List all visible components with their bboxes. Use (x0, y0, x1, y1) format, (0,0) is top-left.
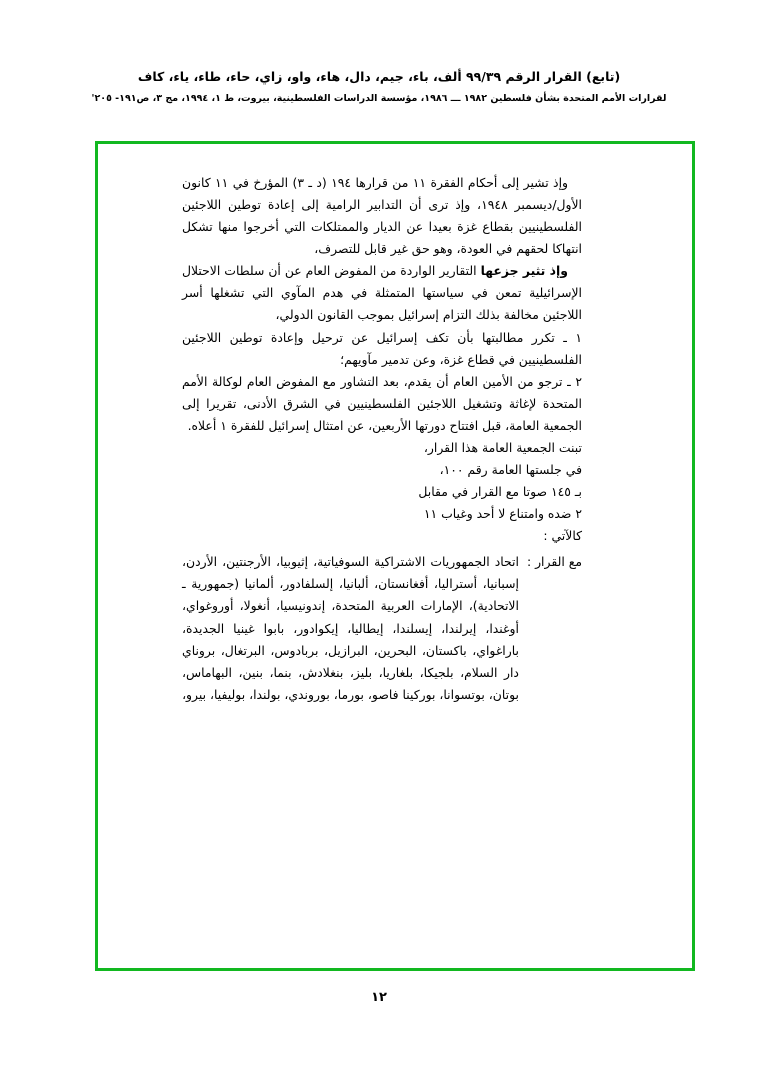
adoption-line-2: في جلستها العامة رقم ١٠٠، (439, 462, 582, 478)
green-border-frame (95, 141, 695, 971)
header-title: (تابع) القرار الرقم ٩٩/٣٩ ألف، باء، جيم، دال، هاء، واو، زاي، حاء، طاء، ياء، كاف (137, 69, 621, 84)
header-subtitle: لقرارات الأمم المتحدة بشأن فلسطين ١٩٨٢ ـــ ١٩٨٦، مؤسسة الدراسات الفلسطينية، بيروت، ط ١، ١٩٩٤، مج ٣، ص١٩١- ٢٠٥' (91, 92, 667, 104)
paragraph-lead-bold: وإذ تثير جزعها (480, 263, 568, 279)
page-number: ١٢ (371, 990, 387, 1005)
votes-in-favour-list: اتحاد الجمهوريات الاشتراكية السوفياتية، إثيوبيا، الأرجنتين، الأردن، إسبانيا، أستراليا، أفغانستان، ألبانيا، إلسلفادور، ألمانيا (جمهورية ـ الاتحادية)، الإمارات العربية المتحدة، إندونيسيا، أنغولا، أوروغواي، أوغندا، إيرلندا، إيسلندا، إيطاليا، إيكوادور، بابوا غينيا الجديدة، باراغواي، باكستان، البحرين، البرازيل، بربادوس، البرتغال، بروناي دار السلام، بلجيكا، بلغاريا، بليز، بنغلادش، بنما، بنين، البهاماس، بوتان، بوتسوانا، بوركينا فاصو، بورما، بوروندي، بولندا، بوليفيا، بيرو، (182, 554, 519, 702)
votes-in-favour-block (182, 551, 582, 706)
paragraph-recalling-resolution-194: وإذ تشير إلى أحكام الفقرة ١١ من قرارها ١٩٤ (د ـ ٣) المؤرخ في ١١ كانون الأول/ديسمبر ١٩٤٨، وإذ ترى أن التدابير الرامية إلى إعادة توطين اللاجئين الفلسطينيين بقطاع غزة بعيدا عن الديار والممتلكات التي أخرجوا منها تشكل انتهاكا لحقهم في العودة، وهو حق غير قابل للتصرف، (182, 175, 582, 257)
adoption-line-5: كالآتي : (543, 528, 582, 544)
operative-item-1: ١ ـ تكرر مطالبتها بأن تكف إسرائيل عن ترحيل وإعادة توطين اللاجئين الفلسطينيين في قطاع غزة، وعن تدمير مآويهم؛ (182, 329, 582, 367)
adoption-line-3: بـ ١٤٥ صوتا مع القرار في مقابل (418, 484, 582, 500)
page-header (0, 0, 758, 106)
adoption-block (182, 437, 582, 547)
paragraph-alarmed-reports (182, 260, 582, 326)
adoption-line-1: تبنت الجمعية العامة هذا القرار، (423, 439, 582, 455)
adoption-line-4: ٢ ضده وامتناع لا أحد وغياب ١١ (423, 506, 582, 522)
document-body (182, 172, 582, 706)
paragraph-rest: التقارير الواردة من المفوض العام عن أن سلطات الاحتلال الإسرائيلية تمعن في سياستها المتمثلة في هدم المآوي التي تشغلها أسر اللاجئين مخالفة بذلك التزام إسرائيل بموجب القانون الدولي، (182, 263, 582, 323)
operative-item-2: ٢ ـ ترجو من الأمين العام أن يقدم، بعد التشاور مع المفوض العام لوكالة الأمم المتحدة لإغاثة وتشغيل اللاجئين الفلسطينيين في الشرق الأدنى، تقريرا إلى الجمعية العامة، قبل افتتاح دورتها الأربعين، عن امتثال إسرائيل للفقرة ١ أعلاه. (182, 373, 582, 433)
votes-in-favour-label: مع القرار : (526, 554, 582, 570)
